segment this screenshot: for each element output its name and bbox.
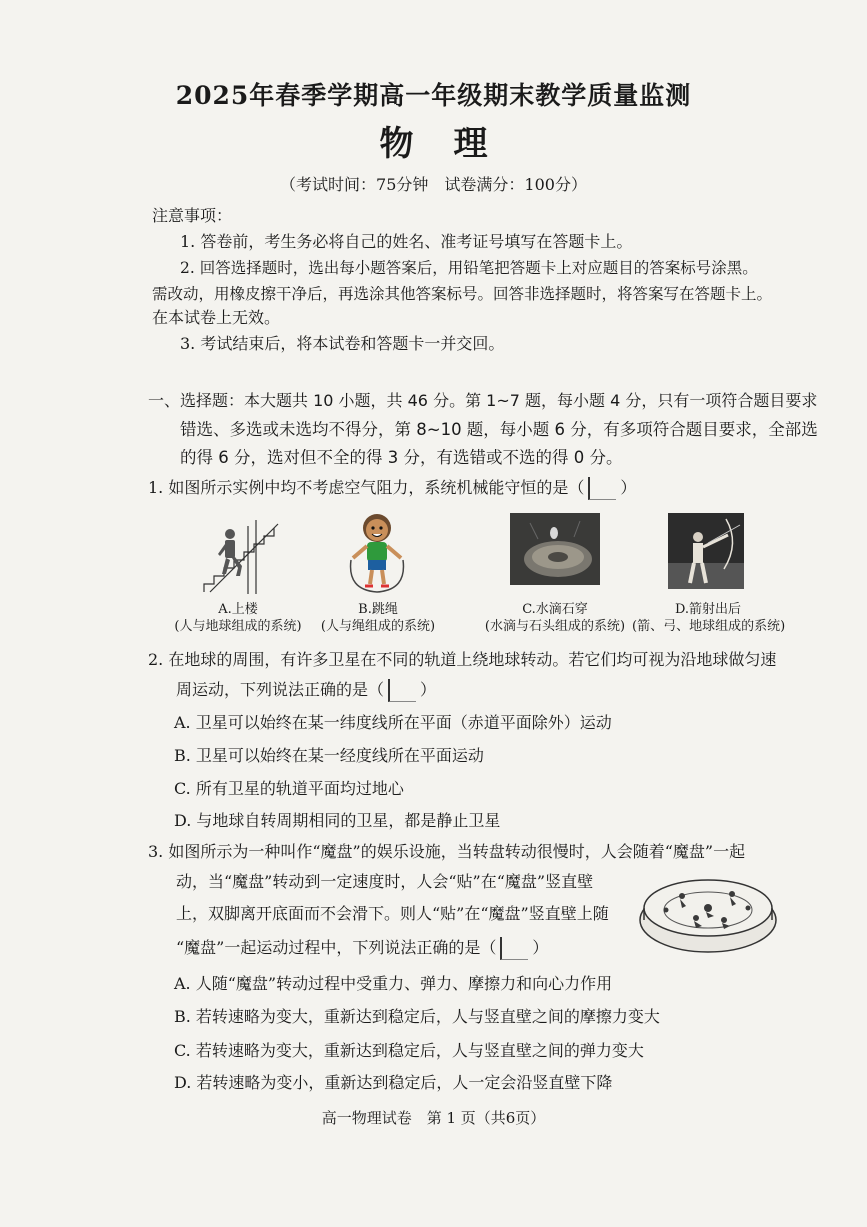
- figure-archer: [668, 513, 744, 589]
- q2-option-c: C. 所有卫星的轨道平面均过地心: [174, 779, 404, 798]
- q2-stem-line-1: 2. 在地球的周围，有许多卫星在不同的轨道上绕地球转动。若它们均可视为沿地球做匀速: [148, 650, 777, 669]
- exam-title: 2025年春季学期高一年级期末教学质量监测: [175, 81, 692, 110]
- q3-option-d: D. 若转速略为变小，重新达到稳定后，人一定会沿竖直壁下降: [174, 1073, 613, 1092]
- q1-stem-text: 1. 如图所示实例中均不考虑空气阻力，系统机械能守恒的是（: [148, 478, 585, 497]
- q3-stem-line-3: 上，双脚离开底面而不会滑下。则人“贴”在“魔盘”竖直壁上随: [176, 904, 609, 923]
- q3-option-a: A. 人随“魔盘”转动过程中受重力、弹力、摩擦力和向心力作用: [174, 974, 613, 993]
- q1-stem: [148, 477, 636, 500]
- q3-option-b: B. 若转速略为变大，重新达到稳定后，人与竖直壁之间的摩擦力变大: [174, 1007, 660, 1026]
- figure-jump-rope: [343, 510, 411, 596]
- figure-magic-disc: [636, 868, 780, 956]
- q3-stem-text: “魔盘”一起运动过程中，下列说法正确的是（: [176, 938, 497, 957]
- q2-option-b: B. 卫星可以始终在某一经度线所在平面运动: [174, 746, 484, 765]
- figure-water-stone: [510, 513, 600, 585]
- q2-stem-text: 周运动，下列说法正确的是（: [176, 680, 385, 699]
- notes-heading: 注意事项：: [152, 206, 233, 225]
- q1-answer-blank[interactable]: [588, 477, 616, 500]
- q2-stem-line-2: [176, 679, 436, 702]
- q3-stem-line-2: 动，当“魔盘”转动到一定速度时，人会“贴”在“魔盘”竖直壁: [176, 872, 594, 891]
- note-item-2-end: 在本试卷上无效。: [152, 308, 281, 327]
- figure-a-caption: (人与地球组成的系统): [174, 619, 302, 634]
- note-item-2-cont: 需改动，用橡皮擦干净后，再选涂其他答案标号。回答非选择题时，将答案写在答题卡上。: [152, 285, 773, 303]
- q3-option-c: C. 若转速略为变大，重新达到稳定后，人与竖直壁之间的弹力变大: [174, 1041, 644, 1060]
- q3-stem-line-1: 3. 如图所示为一种叫作“魔盘”的娱乐设施，当转盘转动很慢时，人会随着“魔盘”一起: [148, 842, 746, 861]
- figure-a-label: A.上楼: [218, 602, 258, 617]
- figure-c-label: C.水滴石穿: [522, 602, 588, 617]
- section1-line-3: 的得 6 分，选对但不全的得 3 分，有选错或不选的得 0 分。: [180, 448, 623, 467]
- section1-line-1: 一、选择题：本大题共 10 小题，共 46 分。第 1~7 题，每小题 4 分，只有一项符合题目要求: [148, 391, 818, 410]
- figure-stairs: [200, 514, 280, 594]
- q2-stem-close: ）: [420, 680, 437, 699]
- q3-stem-close: ）: [532, 938, 549, 957]
- q2-option-d: D. 与地球自转周期相同的卫星，都是静止卫星: [174, 811, 501, 830]
- subject-title: 物理: [379, 124, 528, 164]
- section1-line-2: 错选、多选或未选均不得分，第 8~10 题，每小题 6 分，有多项符合题目要求，全部选: [180, 420, 818, 439]
- note-item-3: 3. 考试结束后，将本试卷和答题卡一并交回。: [180, 334, 505, 353]
- figure-b-caption: (人与绳组成的系统): [320, 619, 436, 634]
- figure-b-label: B.跳绳: [358, 602, 398, 617]
- note-item-2: 2. 回答选择题时，选出每小题答案后，用铅笔把答题卡上对应题目的答案标号涂黑。: [180, 259, 758, 277]
- q3-stem-line-4: [176, 937, 548, 960]
- figure-d-label: D.箭射出后: [674, 602, 742, 617]
- q2-answer-blank[interactable]: [388, 679, 416, 702]
- q2-option-a: A. 卫星可以始终在某一纬度线所在平面（赤道平面除外）运动: [174, 713, 612, 732]
- figure-c-caption: (水滴与石头组成的系统): [484, 619, 626, 634]
- q1-stem-close: ）: [620, 478, 637, 497]
- page-footer: 高一物理试卷 第 1 页（共6页）: [321, 1109, 546, 1127]
- note-item-1: 1. 答卷前，考生务必将自己的姓名、准考证号填写在答题卡上。: [180, 232, 633, 251]
- figure-d-caption: (箭、弓、地球组成的系统): [632, 619, 786, 634]
- q3-answer-blank[interactable]: [500, 937, 528, 960]
- exam-info: （考试时间：75分钟 试卷满分：100分）: [280, 175, 587, 194]
